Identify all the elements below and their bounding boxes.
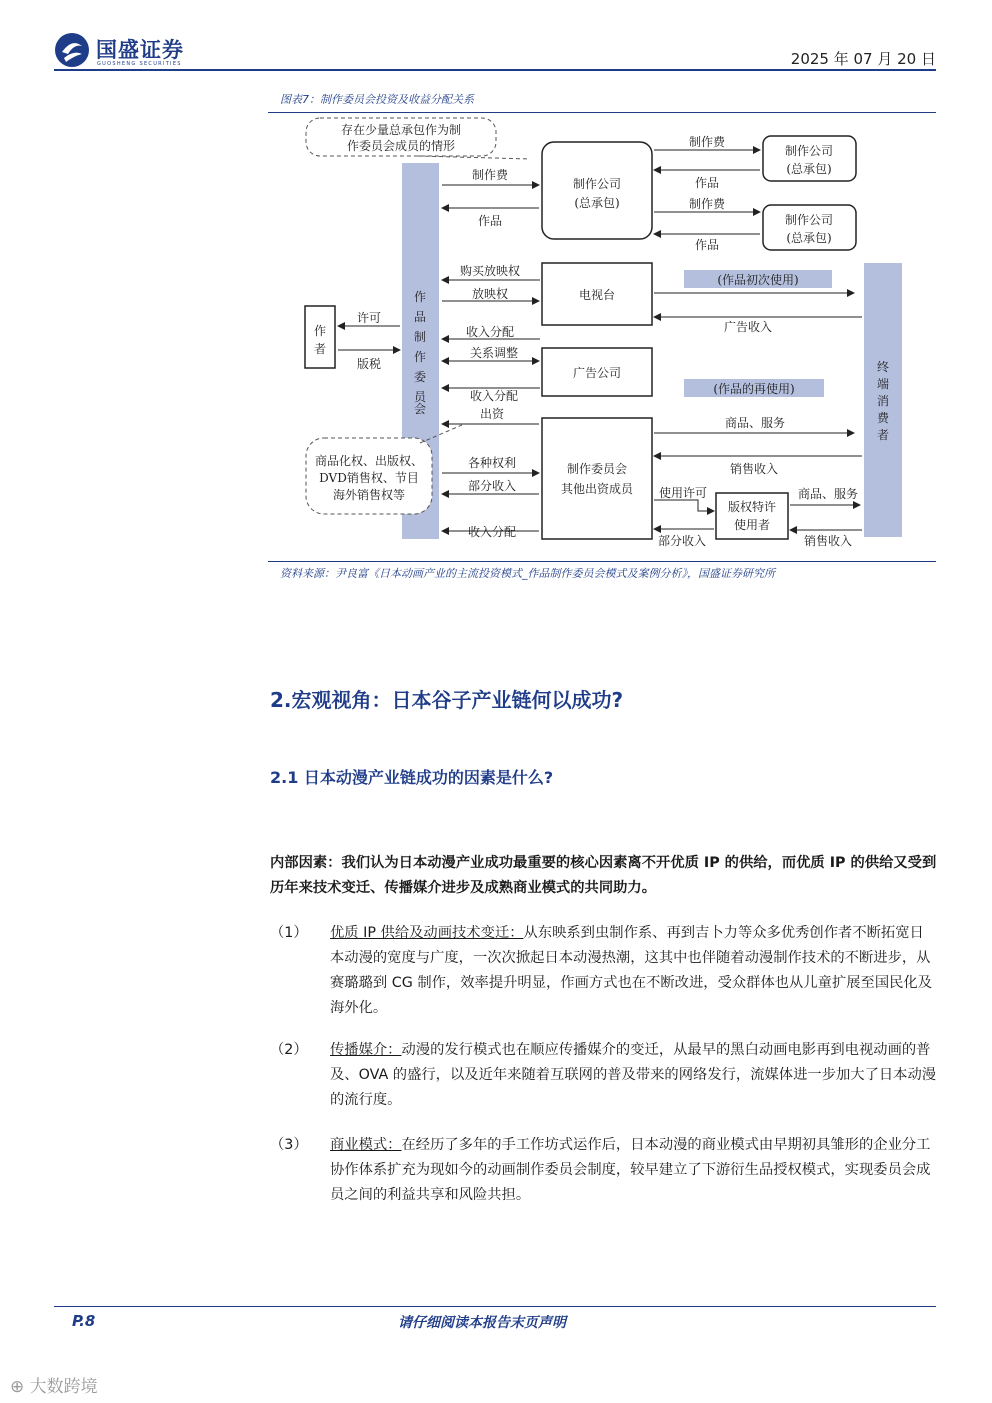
brand-name-cn: 国盛证券 (96, 38, 184, 62)
svg-text:制作费: 制作费 (688, 197, 726, 211)
svg-text:作: 作 (413, 290, 427, 304)
list-item-body: 在经历了多年的手工作坊式运作后，日本动漫的商业模式由早期初具雏形的企业分工协作体系扩充为现如今的动画制作委员会制度，较早建立了下游衍生品授权模式，实现委员会成员之间的利益共享和风险共担。 (330, 1137, 931, 1203)
svg-text:端: 端 (876, 377, 890, 391)
svg-text:DVD销售权、节目: DVD销售权、节目 (319, 471, 419, 485)
svg-text:(总承包): (总承包) (786, 162, 832, 176)
investors-box (542, 418, 652, 539)
author-box (305, 306, 335, 368)
svg-text:销售收入: 销售收入 (729, 462, 779, 476)
svg-text:制作费: 制作费 (688, 135, 726, 149)
guosheng-logo-icon (54, 32, 90, 68)
svg-text:购买放映权: 购买放映权 (459, 264, 521, 278)
section-heading: 2.宏观视角：日本谷子产业链何以成功? (270, 688, 624, 712)
footer-disclaimer: 请仔细阅读本报告末页声明 (398, 1315, 566, 1331)
licensee-box (716, 493, 788, 539)
watermark: ⊕ 大数跨境 (10, 1377, 98, 1397)
svg-text:海外销售权等: 海外销售权等 (332, 488, 406, 502)
ad-agency-box (542, 348, 652, 396)
svg-text:(总承包): (总承包) (574, 196, 620, 210)
svg-text:电视台: 电视台 (578, 288, 616, 302)
svg-text:者: 者 (876, 428, 890, 442)
tv-station-box (542, 263, 652, 325)
svg-text:收入分配: 收入分配 (467, 525, 517, 539)
svg-text:制作委员会: 制作委员会 (566, 462, 628, 476)
callout-top-line2: 作委员会成员的情形 (346, 139, 456, 153)
svg-text:会: 会 (413, 402, 427, 416)
svg-text:终: 终 (876, 360, 890, 374)
svg-text:(作品的再使用): (作品的再使用) (713, 382, 795, 396)
svg-text:品: 品 (413, 310, 427, 324)
svg-text:商品、服务: 商品、服务 (724, 416, 786, 430)
list-item-text (330, 1038, 938, 1113)
svg-text:广告收入: 广告收入 (723, 320, 773, 334)
svg-text:关系调整: 关系调整 (469, 346, 519, 360)
svg-text:作: 作 (413, 350, 427, 364)
label-royalty: 版税 (356, 357, 382, 371)
footer-divider (54, 1306, 936, 1307)
svg-text:其他出资成员: 其他出资成员 (560, 482, 634, 496)
figure-title: 图表7：制作委员会投资及收益分配关系 (280, 93, 474, 106)
svg-text:广告公司: 广告公司 (572, 366, 622, 380)
list-item-key: 商业模式： (330, 1137, 402, 1153)
list-item (270, 1133, 938, 1208)
page-number: P.8 (72, 1312, 96, 1330)
callout-top-line1: 存在少量总承包作为制 (340, 123, 462, 137)
consumer-bar (864, 263, 902, 537)
label-license: 许可 (356, 311, 382, 325)
svg-text:消: 消 (876, 394, 890, 408)
header-divider (54, 69, 936, 71)
svg-text:委: 委 (413, 370, 427, 384)
list-item-body: 动漫的发行模式也在顺应传播媒介的变迁，从最早的黑白动画电影再到电视动画的普及、OVA 的盛行，以及近年来随着互联网的普及带来的网络发行，流媒体进一步加大了日本动漫的流行度。 (330, 1042, 937, 1108)
figure-bottom-divider (268, 561, 936, 562)
list-item (270, 921, 938, 1016)
list-item-key: 传播媒介： (330, 1042, 402, 1058)
svg-text:制: 制 (413, 330, 427, 344)
svg-text:收入分配: 收入分配 (465, 325, 515, 339)
svg-text:制作公司: 制作公司 (784, 144, 834, 158)
figure-source: 资料来源：尹良富《日本动画产业的主流投资模式_作品制作委员会模式及案例分析》，国盛证券研究所 (280, 567, 775, 580)
svg-text:使用者: 使用者 (733, 518, 771, 532)
list-item-number: （3） (270, 1137, 308, 1153)
svg-text:作品: 作品 (477, 214, 503, 228)
svg-text:制作公司: 制作公司 (784, 213, 834, 227)
list-item-number: （1） (270, 925, 308, 941)
svg-text:商品化权、出版权、: 商品化权、出版权、 (314, 454, 424, 468)
production-company-box (542, 142, 652, 239)
brand-logo (54, 32, 224, 72)
svg-text:者: 者 (313, 342, 327, 356)
svg-text:制作公司: 制作公司 (572, 177, 622, 191)
list-item-key: 优质 IP 供给及动画技术变迁： (330, 925, 524, 941)
callout-top (306, 118, 530, 159)
svg-text:制作费: 制作费 (471, 168, 509, 182)
svg-text:(总承包): (总承包) (786, 231, 832, 245)
svg-text:商品、服务: 商品、服务 (797, 487, 859, 501)
list-item-number: （2） (270, 1042, 308, 1058)
svg-text:作品: 作品 (694, 176, 720, 190)
list-item (270, 1038, 938, 1113)
svg-text:版权特许: 版权特许 (727, 500, 777, 514)
intro-paragraph: 内部因素：我们认为日本动漫产业成功最重要的核心因素离不开优质 IP 的供给，而优质 IP 的供给又受到历年来技术变迁、传播媒介进步及成熟商业模式的共同助力。 (270, 855, 937, 896)
svg-text:使用许可: 使用许可 (658, 486, 708, 500)
svg-text:部分收入: 部分收入 (657, 534, 707, 548)
list-item-text (330, 1133, 938, 1208)
svg-text:作: 作 (313, 324, 327, 338)
svg-text:费: 费 (876, 411, 890, 425)
svg-text:出资: 出资 (479, 407, 505, 421)
svg-text:放映权: 放映权 (471, 287, 509, 301)
svg-text:部分收入: 部分收入 (467, 479, 517, 493)
list-item-body: 从东映系到虫制作系、再到吉卜力等众多优秀创作者不断拓宽日本动漫的宽度与广度，一次次掀起日本动漫热潮，这其中也伴随着动漫制作技术的不断进步，从赛璐璐到 CG 制作，效率提升明显，作画方式也在不断改进，受众群体也从儿童扩展至国民化及海外化。 (330, 925, 933, 1016)
svg-text:作品: 作品 (694, 238, 720, 252)
subcontractor-box-1 (763, 136, 856, 181)
subcontractor-box-2 (763, 205, 856, 250)
svg-text:员: 员 (413, 390, 427, 404)
svg-text:收入分配: 收入分配 (469, 389, 519, 403)
svg-text:销售收入: 销售收入 (803, 534, 853, 548)
svg-text:(作品初次使用): (作品初次使用) (717, 273, 799, 287)
svg-text:各种权利: 各种权利 (467, 456, 517, 470)
brand-name-en: GUOSHENG SECURITIES (97, 61, 182, 67)
list-item-text (330, 921, 938, 1021)
subsection-heading: 2.1 日本动漫产业链成功的因素是什么? (270, 768, 554, 787)
committee-diagram (268, 113, 936, 561)
report-date: 2025 年 07 月 20 日 (790, 50, 936, 68)
